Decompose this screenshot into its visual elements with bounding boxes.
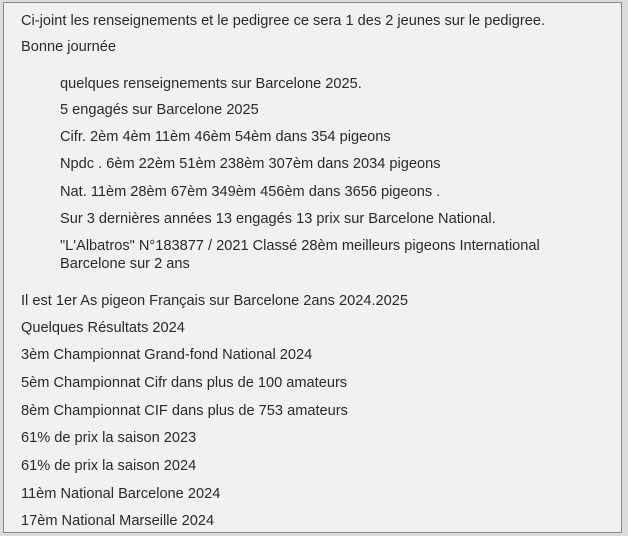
greeting-line: Bonne journée — [21, 39, 116, 55]
result-line: 3èm Championnat Grand-fond National 2024 — [21, 347, 313, 363]
result-line: 5èm Championnat Cifr dans plus de 100 amateurs — [21, 375, 348, 391]
albatros-line-continued: Barcelone sur 2 ans — [60, 256, 190, 272]
intro-line: Ci-joint les renseignements et le pedigree ce sera 1 des 2 jeunes sur le pedigree. — [21, 13, 546, 29]
albatros-line: "L'Albatros" N°183877 / 2021 Classé 28èm meilleurs pigeons International — [60, 238, 540, 254]
result-line: 11èm National Barcelone 2024 — [21, 486, 221, 502]
info-line: Npdc . 6èm 22èm 51èm 238èm 307èm dans 2034 pigeons — [60, 156, 441, 172]
info-line: Sur 3 dernières années 13 engagés 13 prix sur Barcelone National. — [60, 211, 496, 227]
scanned-document — [3, 2, 622, 533]
result-line: 8èm Championnat CIF dans plus de 753 amateurs — [21, 403, 348, 419]
results-heading: Quelques Résultats 2024 — [21, 320, 185, 336]
info-line: 5 engagés sur Barcelone 2025 — [60, 102, 259, 118]
info-line: quelques renseignements sur Barcelone 2025. — [60, 76, 362, 92]
result-line: Il est 1er As pigeon Français sur Barcelone 2ans 2024.2025 — [21, 293, 408, 309]
result-line: 61% de prix la saison 2023 — [21, 430, 197, 446]
info-line: Cifr. 2èm 4èm 11èm 46èm 54èm dans 354 pigeons — [60, 129, 391, 145]
result-line: 17èm National Marseille 2024 — [21, 513, 215, 529]
result-line: 61% de prix la saison 2024 — [21, 458, 197, 474]
info-line: Nat. 11èm 28èm 67èm 349èm 456èm dans 3656 pigeons . — [60, 184, 441, 200]
